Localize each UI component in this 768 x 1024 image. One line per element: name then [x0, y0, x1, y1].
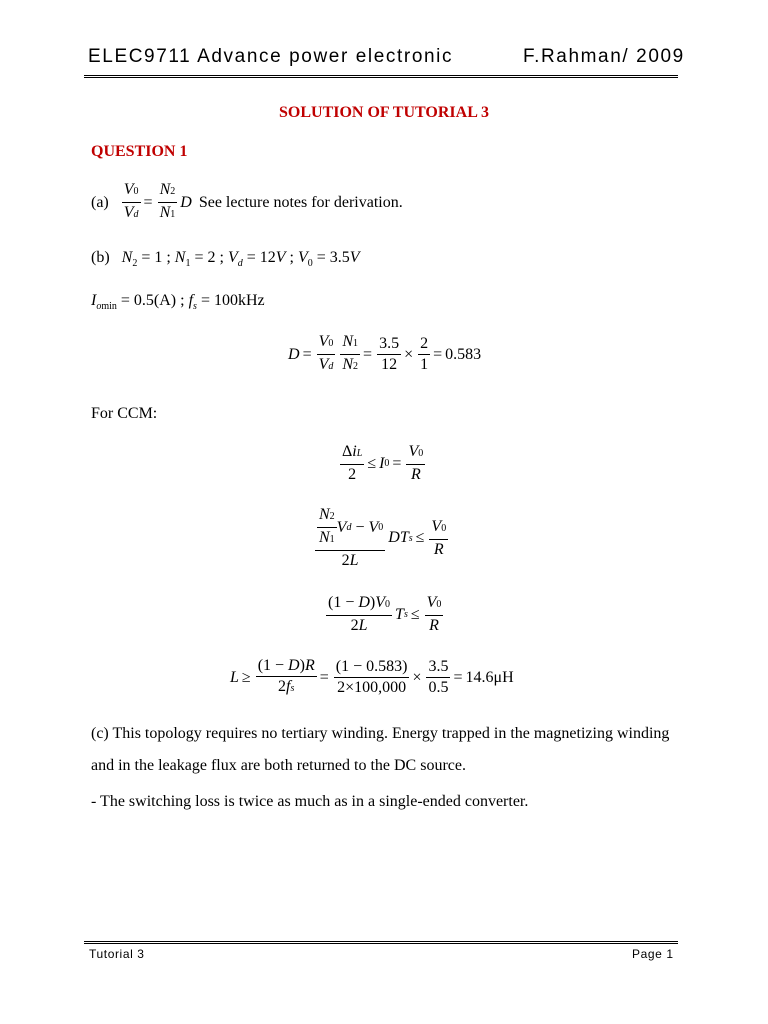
- question-heading: QUESTION 1: [91, 143, 188, 160]
- part-c-note: - The switching loss is twice as much as in a single-ended converter.: [91, 793, 529, 810]
- ccm-inequality-equation: $\frac{N2}{N1}$ V d − V 0 2L DT s ≤ $\frac{V0}{R}$: [313, 505, 451, 571]
- inductance-den2: 0.5: [428, 679, 449, 696]
- duty-num-a: 3.5: [377, 334, 401, 355]
- duty-result: 0.583: [445, 345, 482, 363]
- header-author-year: F.Rahman/ 2009: [523, 46, 685, 67]
- inductance-result: 14.6μH: [465, 668, 514, 686]
- duty-den-a: 12: [381, 356, 398, 373]
- ripple-condition-equation: $\frac{\text{ΔiL}}{2}$ ≤ I 0 = $\frac{V0}{R}$: [342, 443, 424, 483]
- fraction-v0-vd: $\frac{V0}{Vd}$: [123, 181, 139, 221]
- header-rule: [84, 75, 678, 76]
- part-a-note: See lecture notes for derivation.: [198, 193, 403, 211]
- part-b-givens: (b) $N_2 = 1$ ; $N_1 = 2$ ; $V_d = 12V$ ; $V_0 = 3.5V$: [91, 249, 360, 269]
- page-title: SOLUTION OF TUTORIAL 3: [279, 104, 489, 121]
- fs-value: 100kHz: [213, 292, 265, 309]
- inductance-equation: L ≥ $\frac{(1 - D)R}{2fs}$ = $\frac{(1 - 0.583)}{2\times 100,000}$ × $\frac{3.5}{0.5}$ = 14.6μH: [230, 657, 514, 696]
- ccm-label: For CCM:: [91, 405, 158, 422]
- part-b-label: (b): [91, 249, 110, 266]
- part-a-label: (a): [91, 193, 109, 211]
- duty-num-b: 2: [418, 334, 430, 355]
- duty-den-b: 1: [420, 356, 429, 373]
- part-b-current-frequency: $I_{omin} = 0.5(A)$ ; $f_s = 100kHz$: [91, 292, 265, 312]
- fraction-n2-n1: $\frac{N2}{N1}$: [159, 181, 176, 221]
- duty-cycle-equation: D = $\frac{V0}{Vd}$ $\frac{N1}{N2}$ = $\frac{3.5}{12}$ × $\frac{2}{1}$ = 0.583: [288, 333, 482, 373]
- header-course: ELEC9711 Advance power electronic: [88, 46, 454, 67]
- iomin-value: 0.5(A): [133, 292, 177, 309]
- footer-page-number: Page 1: [632, 947, 674, 961]
- inductance-num2: 3.5: [426, 657, 450, 678]
- header-rule-second: [84, 77, 678, 78]
- footer-left: Tutorial 3: [89, 947, 145, 961]
- footer-rule: [84, 941, 678, 942]
- inductance-num1: (1 − 0.583): [334, 657, 410, 678]
- part-c-text: (c) This topology requires no tertiary winding. Energy trapped in the magnetizing winding and in the leakage flux are both returned to the DC source.: [91, 725, 670, 774]
- inductance-den1: 2×100,000: [337, 679, 407, 696]
- ccm-simplified-equation: $\frac{(1 - D)V0}{2L}$ T s ≤ $\frac{V0}{R}$: [328, 594, 442, 634]
- part-a-equation: (a) $\frac{V0}{Vd}$ = $\frac{N2}{N1}$ D See lecture notes for derivation.: [91, 180, 406, 225]
- footer-rule-second: [84, 943, 678, 944]
